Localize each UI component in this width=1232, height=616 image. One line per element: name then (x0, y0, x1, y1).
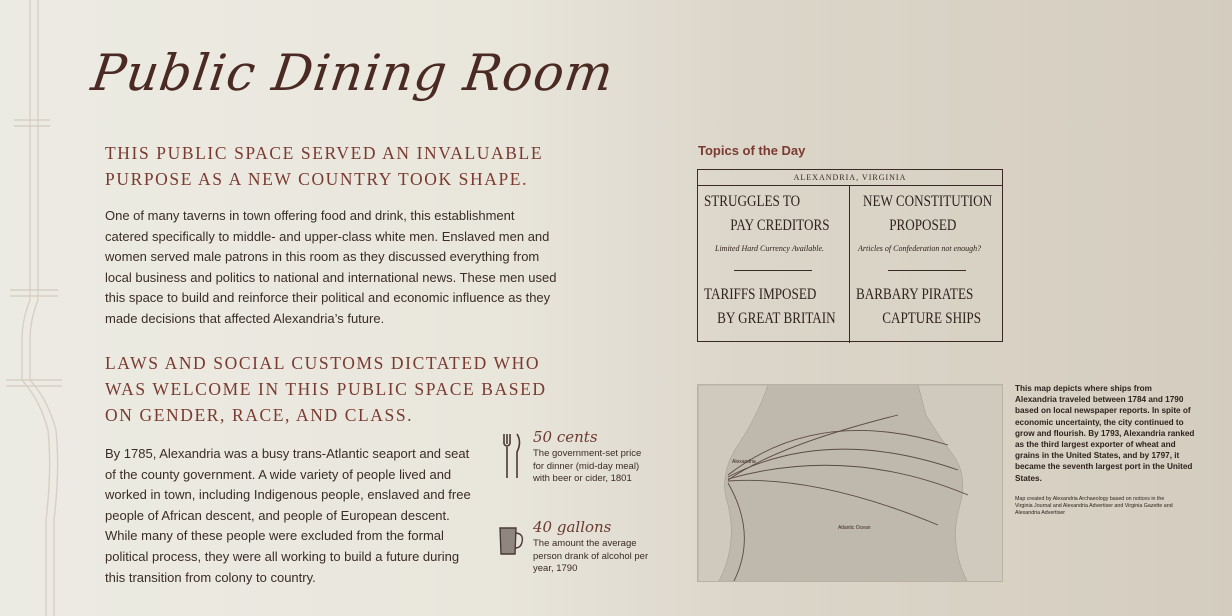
newspaper-masthead: ALEXANDRIA, VIRGINIA (698, 170, 1002, 186)
headline-pirates: BARBARY PIRATES CAPTURE SHIPS (856, 286, 982, 327)
section-heading-customs: LAWS AND SOCIAL CUSTOMS DICTATED WHO WAS WELCOME IN THIS PUBLIC SPACE BASED ON GENDER, RACE, AND CLASS. (105, 353, 547, 425)
section-heading-purpose: THIS PUBLIC SPACE SERVED AN INVALUABLE PURPOSE AS A NEW COUNTRY TOOK SHAPE. (105, 143, 544, 189)
history-paragraph: By 1785, Alexandria was a busy trans-Atlantic seaport and seat of the county government. A wide variety of people lived and worked in town, including Indigenous people, enslaved and free people of African descent, and people of European descent. While many of these people were excluded from the formal political process, they were all working to build a future during this transition from colony to country. (105, 446, 471, 585)
map-label-ocean: Atlantic Ocean (838, 525, 871, 531)
fact-alcohol (533, 518, 651, 576)
headline-constitution: NEW CONSTITUTION PROPOSED (863, 193, 993, 234)
column-divider (849, 186, 850, 343)
topics-title: Topics of the Day (698, 143, 806, 158)
fact-amount: 40 gallons (533, 518, 612, 536)
fork-knife-icon (498, 432, 524, 480)
map-credit: Map created by Alexandria Archaeology based on notices in the Virginia Journal and Alexandria Advertiser and Virginia Gazette and Alexandria Advertiser (1015, 496, 1173, 516)
newspaper-panel (697, 169, 1003, 342)
headline-creditors: STRUGGLES TO PAY CREDITORS (704, 193, 830, 234)
decorative-column (0, 0, 72, 616)
trade-route-map (697, 384, 1003, 582)
tankard-icon (494, 524, 526, 558)
map-graphic (698, 385, 1003, 582)
subhead-creditors: Limited Hard Currency Available. (715, 244, 825, 253)
map-caption: This map depicts where ships from Alexandria traveled between 1784 and 1790 based on local newspaper reports. In spite of economic uncertainty, the city continued to grow and flourish. By 1793, Alexandria ranked as the third largest exporter of wheat and grains in the United States, and by 1797, it became the seventh largest port in the United States. (1015, 384, 1195, 483)
fact-amount: 50 cents (533, 428, 598, 446)
fact-description: The government-set price for dinner (mid-day meal) with beer or cider, 1801 (533, 448, 642, 484)
subhead-constitution: Articles of Confederation not enough? (858, 244, 982, 253)
fact-description: The amount the average person drank of alcohol per year, 1790 (533, 538, 649, 574)
map-label-city: Alexandria (732, 459, 756, 465)
divider-rule (888, 270, 966, 271)
page-title: Public Dining Room (87, 44, 618, 102)
fact-dinner-price (533, 428, 651, 486)
intro-paragraph: One of many taverns in town offering food and drink, this establishment catered specifically to middle- and upper-class white men. Enslaved men and women served male patrons in this room as they discussed everything from local business and politics to national and international news. These men used this space to build and reinforce their political and economic influence as they made decisions that affected Alexandria’s future. (105, 208, 557, 326)
divider-rule (734, 270, 812, 271)
headline-tariffs: TARIFFS IMPOSED BY GREAT BRITAIN (704, 286, 836, 327)
